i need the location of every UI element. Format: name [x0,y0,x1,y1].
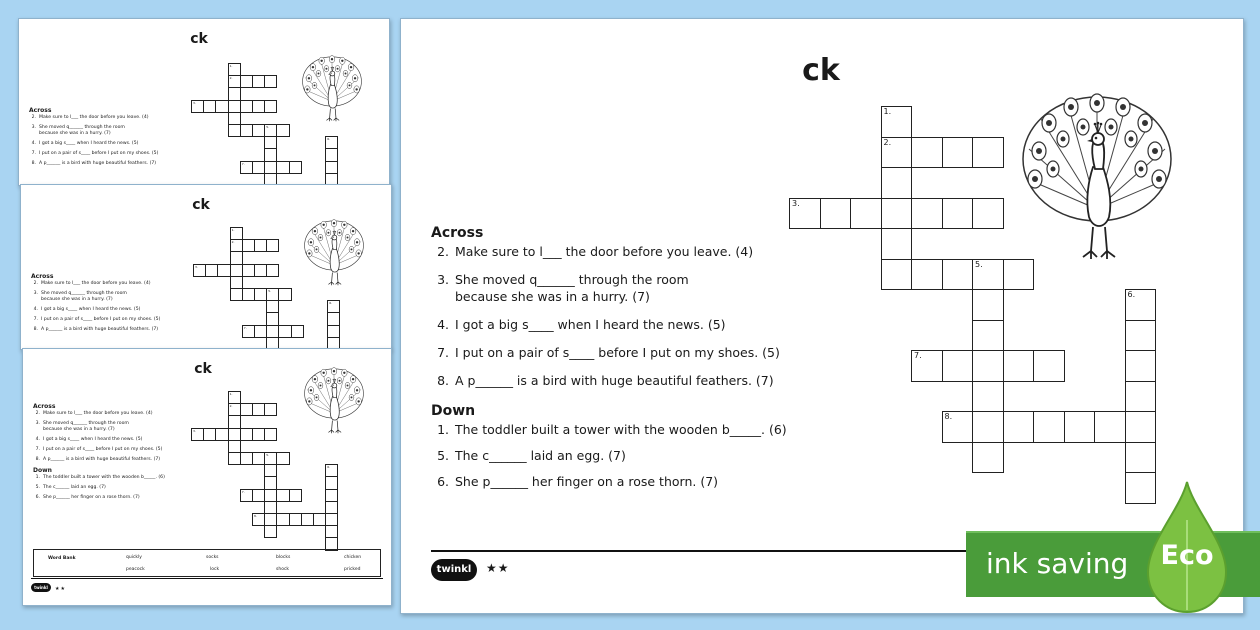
crossword-cell[interactable] [266,325,279,338]
crossword-clue-number: 8. [254,514,257,518]
eco-label: Eco [1160,540,1214,571]
crossword-cell[interactable] [1003,350,1035,382]
crossword-cell[interactable] [942,137,974,169]
crossword-cell[interactable] [240,124,253,137]
crossword-clue-number: 5. [266,453,270,457]
crossword-cell[interactable] [266,239,279,252]
crossword-cell[interactable] [850,198,882,230]
crossword-cell[interactable] [264,501,277,514]
crossword-cell[interactable] [230,276,243,289]
crossword-cell[interactable] [1125,350,1157,382]
down-heading: Down [33,467,52,474]
word-bank-label: Word Bank [48,556,76,561]
crossword-cell[interactable] [1094,411,1126,443]
crossword-cell[interactable] [252,489,265,502]
crossword-cell[interactable] [942,198,974,230]
word-bank-word: lock [210,567,220,572]
across-clue: 7. I put on a pair of s____ before I put on my shoes. (5) [437,345,780,360]
word-bank-word: pricked [344,567,361,572]
crossword-clue-number: 1. [231,228,235,232]
crossword-cell[interactable] [276,161,289,174]
difficulty-stars: ★★ [55,586,66,592]
crossword-cell[interactable] [230,264,243,277]
crossword-cell[interactable] [254,325,267,338]
crossword-cell[interactable] [325,136,338,149]
across-clue: 4. I got a big s____ when I heard the news. (5) [437,317,726,332]
across-clue: 2. Make sure to l___ the door before you leave. (4) [31,115,149,120]
twinkl-logo: twinkl [31,583,51,592]
across-clue: 3. She moved q______ through the room because she was in a hurry. (7) [437,272,689,304]
crossword-clue-number: 3. [193,100,196,105]
across-clue: 7. I put on a pair of s____ before I put on my shoes. (5) [31,151,159,156]
across-clue: 4. I got a big s____ when I heard the news. (5) [35,437,143,442]
clue-list [31,273,211,337]
down-clue: 1. The toddler built a tower with the wooden b_____. (6) [35,475,165,480]
crossword-cell[interactable] [942,411,974,443]
twinkl-logo: twinkl [431,559,477,581]
crossword-cell[interactable] [264,489,277,502]
crossword-cell[interactable] [264,75,277,88]
crossword-cell[interactable] [1125,320,1157,352]
word-bank-word: quickly [126,555,142,560]
clue-list [33,403,213,505]
crossword-cell[interactable] [325,525,338,538]
across-clue: 8. A p______ is a bird with huge beautiful feathers. (7) [31,161,157,166]
crossword-cell[interactable] [327,325,340,338]
crossword-cell[interactable] [264,428,277,441]
across-clue: 8. A p______ is a bird with huge beautiful feathers. (7) [35,457,161,462]
crossword-cell[interactable] [911,259,943,291]
crossword-cell[interactable] [240,161,253,174]
crossword-cell[interactable] [911,350,943,382]
crossword-cell[interactable] [289,161,302,174]
crossword-cell[interactable] [1125,381,1157,413]
down-clue: 1. The toddler built a tower with the wooden b_____. (6) [437,422,787,437]
worksheet-title: ck [190,31,208,47]
word-bank-word: peacock [126,567,145,572]
crossword-cell[interactable] [230,251,243,264]
crossword-cell[interactable] [881,198,913,230]
crossword-cell[interactable] [252,513,265,526]
crossword-cell[interactable] [972,137,1004,169]
crossword-clue-number: 3. [193,428,196,433]
across-clue: 4. I got a big s____ when I heard the news. (5) [31,141,139,146]
crossword-clue-number: 6. [327,465,331,470]
crossword-clue-number: 5. [268,289,272,293]
down-clue: 5. The c______ laid an egg. (7) [437,448,626,463]
crossword-cell[interactable] [881,106,913,138]
across-clue: 8. A p______ is a bird with huge beautiful feathers. (7) [437,373,774,388]
across-clue: 8. A p______ is a bird with huge beautiful feathers. (7) [33,327,159,332]
crossword-cell[interactable] [327,312,340,325]
across-clue: 7. I put on a pair of s____ before I put on my shoes. (5) [35,447,163,452]
crossword-cell[interactable] [228,75,241,88]
crossword-clue-number: 2. [229,76,233,81]
crossword-cell[interactable] [972,381,1004,413]
crossword-cell[interactable] [240,100,253,113]
crossword-cell[interactable] [881,137,913,169]
word-bank [33,549,381,577]
crossword-cell[interactable] [942,259,974,291]
crossword-cell[interactable] [942,350,974,382]
crossword-cell[interactable] [972,320,1004,352]
down-heading: Down [431,403,476,419]
worksheet-title: ck [194,361,212,377]
crossword-cell[interactable] [264,148,277,161]
across-clue: 7. I put on a pair of s____ before I put on my shoes. (5) [33,317,161,322]
clue-list [29,107,209,171]
crossword-cell[interactable] [228,440,241,453]
crossword-cell[interactable] [325,489,338,502]
crossword-cell[interactable] [276,124,289,137]
crossword-cell[interactable] [1125,442,1157,474]
crossword-cell[interactable] [325,161,338,174]
across-heading: Across [29,107,52,114]
crossword-clue-number: 1. [883,107,892,116]
across-heading: Across [33,403,56,410]
footer-divider [31,578,383,579]
crossword-clue-number: 6. [1127,290,1136,299]
crossword-clue-number: 7. [914,351,922,360]
crossword-cell[interactable] [972,198,1004,230]
across-clue: 2. Make sure to l___ the door before you leave. (4) [35,411,153,416]
crossword-cell[interactable] [325,148,338,161]
crossword-clue-number: 2. [883,137,892,147]
crossword-clue-number: 5. [975,259,983,269]
crossword-cell[interactable] [252,161,265,174]
crossword-cell[interactable] [264,525,277,538]
word-bank-word: shock [276,567,290,572]
across-heading: Across [31,273,54,280]
crossword-cell[interactable] [264,100,277,113]
down-clue: 5. The c______ laid an egg. (7) [35,485,106,490]
crossword-cell[interactable] [972,259,1004,291]
crossword-cell[interactable] [240,403,253,416]
across-clue: 2. Make sure to l___ the door before you leave. (4) [33,281,151,286]
crossword-cell[interactable] [325,476,338,489]
crossword-cell[interactable] [289,513,302,526]
crossword-cell[interactable] [228,428,241,441]
crossword-cell[interactable] [276,513,289,526]
crossword-cell[interactable] [1033,350,1065,382]
crossword-cell[interactable] [1125,411,1157,443]
across-clue: 4. I got a big s____ when I heard the news. (5) [33,307,141,312]
crossword-cell[interactable] [278,288,291,301]
crossword-cell[interactable] [291,325,304,338]
crossword-clue-number: 1. [229,64,233,68]
crossword-clue-number: 8. [944,412,953,421]
crossword-clue-number: 2. [229,404,233,409]
down-clue: 6. She p______ her finger on a rose thorn. (7) [35,495,140,500]
crossword-cell[interactable] [264,403,277,416]
peacock-illustration [301,51,363,127]
worksheet-title: ck [192,197,210,213]
preview-sheet-2[interactable] [20,184,392,350]
crossword-cell[interactable] [240,452,253,465]
crossword-cell[interactable] [325,464,338,477]
crossword-cell[interactable] [266,312,279,325]
across-clue: 3. She moved q______ through the room because she was in a hurry. (7) [33,291,127,302]
crossword-clue-number: 2. [231,240,235,245]
crossword-cell[interactable] [228,452,241,465]
down-clue: 6. She p______ her finger on a rose thorn. (7) [437,474,719,489]
word-bank-word: chicken [344,555,362,560]
crossword-cell[interactable] [228,124,241,137]
crossword-cell[interactable] [972,350,1004,382]
word-bank-word: blocks [276,555,291,560]
crossword-cell[interactable] [278,325,291,338]
crossword-cell[interactable] [327,300,340,313]
peacock-illustration [303,215,365,291]
crossword-cell[interactable] [1033,411,1065,443]
crossword-cell[interactable] [217,264,230,277]
crossword-cell[interactable] [264,464,277,477]
across-clue: 2. Make sure to l___ the door before you leave. (4) [437,244,754,259]
crossword-clue-number: 7. [241,489,245,494]
across-heading: Across [431,225,484,241]
crossword-cell[interactable] [242,288,255,301]
crossword-cell[interactable] [1003,411,1035,443]
crossword-cell[interactable] [881,167,913,199]
crossword-cell[interactable] [264,161,277,174]
across-clue: 3. She moved q______ through the room because she was in a hurry. (7) [35,421,129,432]
crossword-cell[interactable] [313,513,326,526]
worksheet-title: ck [802,53,840,88]
crossword-cell[interactable] [228,100,241,113]
crossword-cell[interactable] [240,489,253,502]
word-bank-word: socks [206,555,219,560]
crossword-cell[interactable] [242,325,255,338]
crossword-cell[interactable] [820,198,852,230]
crossword-clue-number: 5. [266,125,270,129]
preview-sheet-1[interactable] [18,18,390,186]
crossword-clue-number: 6. [329,301,333,306]
crossword-cell[interactable] [266,264,279,277]
crossword-cell[interactable] [972,442,1004,474]
crossword-cell[interactable] [881,259,913,291]
crossword-cell[interactable] [230,288,243,301]
crossword-cell[interactable] [972,289,1004,321]
crossword-cell[interactable] [240,428,253,441]
crossword-cell[interactable] [911,198,943,230]
crossword-clue-number: 7. [241,161,245,166]
crossword-cell[interactable] [215,100,228,113]
crossword-cell[interactable] [1064,411,1096,443]
crossword-cell[interactable] [911,137,943,169]
crossword-cell[interactable] [228,403,241,416]
crossword-cell[interactable] [228,415,241,428]
clue-list [431,225,811,499]
crossword-cell[interactable] [242,239,255,252]
crossword-cell[interactable] [240,75,253,88]
crossword-cell[interactable] [264,136,277,149]
crossword-cell[interactable] [881,228,913,260]
crossword-cell[interactable] [264,476,277,489]
crossword-cell[interactable] [228,87,241,100]
crossword-cell[interactable] [266,300,279,313]
main-worksheet [400,18,1244,614]
crossword-clue-number: 6. [327,137,331,142]
crossword-cell[interactable] [215,428,228,441]
difficulty-stars: ★★ [486,561,510,575]
crossword-cell[interactable] [242,264,255,277]
crossword-cell[interactable] [972,411,1004,443]
crossword-cell[interactable] [276,452,289,465]
crossword-clue-number: 1. [229,392,233,396]
crossword-cell[interactable] [1125,289,1157,321]
crossword-cell[interactable] [301,513,314,526]
crossword-clue-number: 3. [792,198,800,208]
crossword-cell[interactable] [228,112,241,125]
crossword-clue-number: 3. [195,264,198,269]
crossword-cell[interactable] [289,489,302,502]
preview-sheet-3[interactable] [22,348,392,606]
crossword-cell[interactable] [325,501,338,514]
peacock-illustration [303,363,365,439]
ink-saving-text: ink saving [986,547,1129,580]
peacock-illustration [1019,89,1175,267]
crossword-cell[interactable] [276,489,289,502]
across-clue: 3. She moved q______ through the room because she was in a hurry. (7) [31,125,125,136]
crossword-clue-number: 7. [243,325,247,330]
crossword-cell[interactable] [230,239,243,252]
